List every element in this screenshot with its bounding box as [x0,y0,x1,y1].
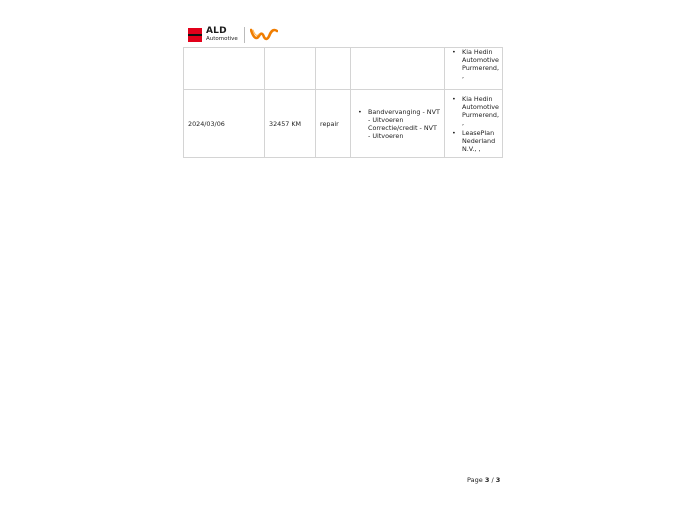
mileage-cell [265,48,316,90]
description-text: • Bandvervanging - NVT - Uitvoeren Correctie/credit - NVT - Uitvoeren [368,107,440,140]
document-header [188,26,288,44]
dealer-list [449,95,498,153]
ald-logo-subtitle: Automotive [206,36,238,42]
page-label: Page [467,476,483,484]
type-cell [316,48,351,90]
logo-divider [244,27,245,43]
dealer-cell [445,48,503,90]
total-pages-number: 3 [495,476,501,484]
table-row [184,90,503,158]
description-list [355,108,440,140]
table-row [184,48,503,90]
date-cell [184,48,265,90]
current-page-number: 3 [484,476,490,484]
list-item: • Kia Hedin Automotive Purmerend, , [449,95,498,127]
ald-logo-mark [188,28,202,42]
ald-logo-name: ALD [206,26,227,36]
leaseplan-logo-icon [250,27,278,43]
page-footer [467,476,500,484]
dealer-list [449,48,498,80]
description-cell [351,48,445,90]
description-cell [351,90,445,158]
mileage-cell: 32457 KM [265,90,316,158]
type-cell: repair [316,90,351,158]
date-cell: 2024/03/06 [184,90,265,158]
list-item: • LeasePlan Nederland N.V., , [449,129,498,153]
dealer-cell [445,90,503,158]
list-item: • Kia Hedin Automotive Purmerend, , [449,48,498,80]
list-item [355,108,440,140]
page-separator: / [491,476,494,484]
maintenance-history-table [183,47,503,158]
